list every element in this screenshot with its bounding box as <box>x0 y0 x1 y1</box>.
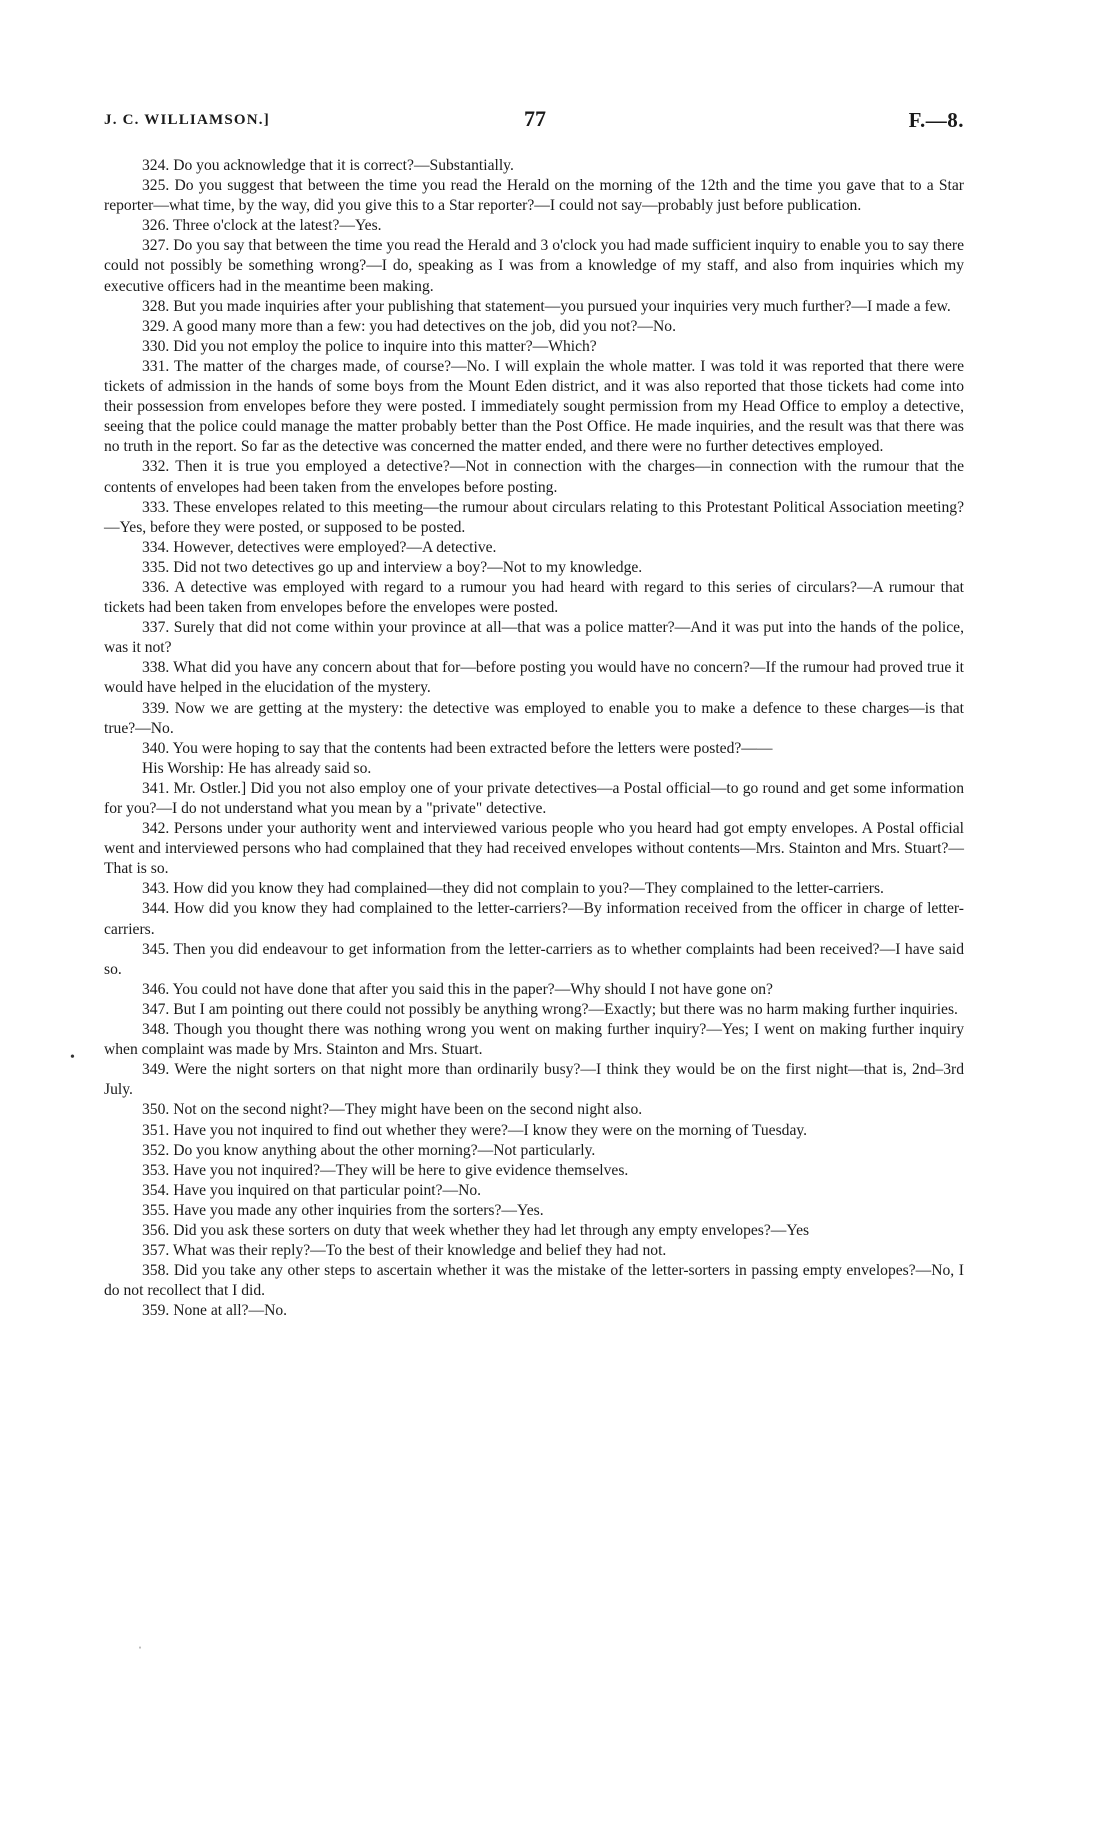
question-327: 327. Do you say that between the time you read the Herald and 3 o'clock you had made sufficient inquiry to enable you to say there could not possibly be something wrong?—I do, speaking as I was from a knowledge of my staff, and also from inquiries which my executive officers had in the meantime been making. <box>104 237 964 295</box>
question-355: 355. Have you made any other inquiries from the sorters?—Yes. <box>142 1201 544 1219</box>
question-337: 337. Surely that did not come within your province at all—that was a police matter?—And it was put into the hands of the police, was it not? <box>104 619 964 657</box>
question-358: 358. Did you take any other steps to ascertain whether it was the mistake of the letter-sorters in passing empty envelopes?—No, I do not recollect that I did. <box>104 1262 964 1300</box>
question-353: 353. Have you not inquired?—They will be here to give evidence themselves. <box>142 1161 629 1179</box>
paper-reference: F.—8. <box>908 108 964 132</box>
question-359: 359. None at all?—No. <box>142 1302 288 1320</box>
question-324: 324. Do you acknowledge that it is correct?—Substantially. <box>142 157 514 174</box>
question-325: 325. Do you suggest that between the time you read the Herald on the morning of the 12th and the time you gave that to a Star reporter—what time, by the way, did you give this to a Star reporter?—I could not say—probably just before publication. <box>104 177 964 215</box>
question-342: 342. Persons under your authority went and interviewed various people who you heard had got empty envelopes. A Postal official went and interviewed persons who had complained that they had received envelopes without contents—Mrs. Stainton and Mrs. Stuart?—That is so. <box>104 820 964 878</box>
question-356: 356. Did you ask these sorters on duty that week whether they had let through any empty envelopes?—Yes <box>142 1221 810 1239</box>
question-332: 332. Then it is true you employed a detective?—Not in connection with the charges—in connection with the rumour that the contents of envelopes had been taken from the envelopes before posting. <box>104 458 964 496</box>
question-340: 340. You were hoping to say that the contents had been extracted before the letters were posted?—— <box>142 739 773 757</box>
question-331: 331. The matter of the charges made, of course?—No. I will explain the whole matter. I was told it was reported that there were tickets of admission in the hands of some boys from the Mount Eden district, and it was also reported that those tickets had come into their possession from envelopes before they were posted. I immediately sought permission from my Head Office to employ a detective, seeing that the police could manage the matter probably better than the Post Office. He made inquiries, and the result was that there was no truth in the report. So far as the detective was concerned the matter ended, and there were no further detectives employed. <box>104 357 964 456</box>
question-339: 339. Now we are getting at the mystery: the detective was employed to enable you to make a defence to these charges—is that true?—No. <box>104 699 964 737</box>
margin-mark-icon: • <box>70 1050 75 1065</box>
question-354: 354. Have you inquired on that particular point?—No. <box>142 1181 482 1199</box>
question-344: 344. How did you know they had complained to the letter-carriers?—By information received from the officer in charge of letter-carriers. <box>104 900 964 938</box>
question-350: 350. Not on the second night?—They might have been on the second night also. <box>142 1101 643 1119</box>
question-328: 328. But you made inquiries after your publishing that statement—you pursued your inquiries very much further?—I made a few. <box>142 297 951 315</box>
question-351: 351. Have you not inquired to find out whether they were?—I know they were on the morning of Tuesday. <box>142 1121 808 1139</box>
page-number: 77 <box>524 106 546 131</box>
question-338: 338. What did you have any concern about that for—before posting you would have no concern?—If the rumour had proved true it would have helped in the elucidation of the mystery. <box>104 659 964 697</box>
question-341: 341. Mr. Ostler.] Did you not also employ one of your private detectives—a Postal official—to go round and get some information for you?—I do not understand what you mean by a "private" detective. <box>104 779 964 817</box>
question-330: 330. Did you not employ the police to inquire into this matter?—Which? <box>142 337 597 355</box>
margin-tick-icon: ˌ <box>138 1635 142 1649</box>
question-347: 347. But I am pointing out there could not possibly be anything wrong?—Exactly; but there was no harm making further inquiries. <box>142 1000 958 1018</box>
evidence-text <box>104 156 964 1321</box>
witness-running-head: J. C. WILLIAMSON.] <box>104 112 270 128</box>
question-333: 333. These envelopes related to this meeting—the rumour about circulars relating to this Protestant Political Association meeting?—Yes, before they were posted, or supposed to be posted. <box>104 498 964 536</box>
page-header <box>104 106 964 136</box>
his-worship-remark: His Worship: He has already said so. <box>142 759 372 777</box>
question-335: 335. Did not two detectives go up and interview a boy?—Not to my knowledge. <box>142 558 643 576</box>
question-357: 357. What was their reply?—To the best of their knowledge and belief they had not. <box>142 1242 667 1260</box>
question-343: 343. How did you know they had complained—they did not complain to you?—They complained to the letter-carriers. <box>142 880 884 898</box>
question-346: 346. You could not have done that after you said this in the paper?—Why should I not have gone on? <box>142 980 773 998</box>
question-352: 352. Do you know anything about the other morning?—Not particularly. <box>142 1141 596 1159</box>
question-329: 329. A good many more than a few: you had detectives on the job, did you not?—No. <box>142 317 676 335</box>
question-348: 348. Though you thought there was nothing wrong you went on making further inquiry?—Yes; I went on making further inquiry when complaint was made by Mrs. Stainton and Mrs. Stuart. <box>104 1021 964 1059</box>
question-345: 345. Then you did endeavour to get information from the letter-carriers as to whether complaints had been received?—I have said so. <box>104 940 964 978</box>
question-336: 336. A detective was employed with regard to a rumour you had heard with regard to this series of circulars?—A rumour that tickets had been taken from envelopes before the envelopes were posted. <box>104 578 964 617</box>
question-334: 334. However, detectives were employed?—A detective. <box>142 538 497 556</box>
question-349: 349. Were the night sorters on that night more than ordinarily busy?—I think they would be on the first night—that is, 2nd–3rd July. <box>104 1061 964 1099</box>
question-326: 326. Three o'clock at the latest?—Yes. <box>142 217 382 235</box>
